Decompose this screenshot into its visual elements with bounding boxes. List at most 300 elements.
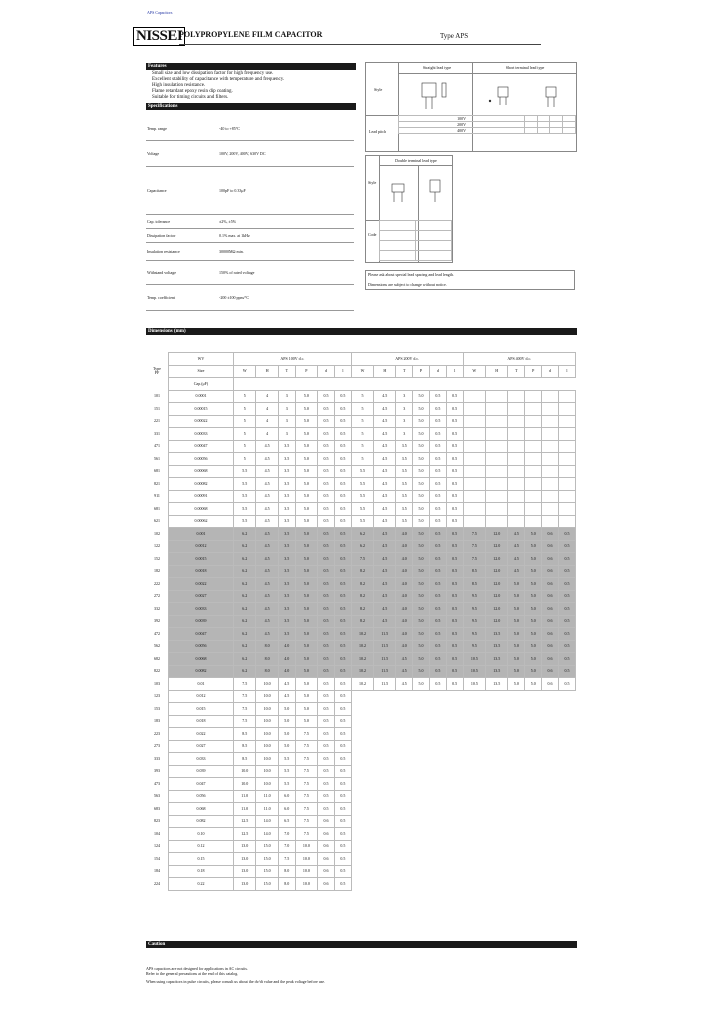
dimension-cell: 0.6 [542, 553, 559, 566]
dimension-cell: 13.5 [486, 678, 508, 691]
dimension-cell: 0.5 [446, 628, 463, 641]
dimension-cell: 13.5 [486, 665, 508, 678]
group-header-100v: APS 100V d.c. [234, 353, 352, 366]
spec-row [146, 284, 354, 310]
empty-cell [351, 765, 373, 778]
spec-item: Cap. tolerance [146, 214, 218, 228]
dimension-cell: 5.0 [295, 578, 317, 591]
dimension-cell: 4.5 [256, 528, 278, 541]
row-capacitance: 0.0018 [169, 565, 234, 578]
dimension-cell: 4.5 [374, 578, 396, 591]
dimension-cell: 0.5 [318, 540, 335, 553]
dimension-cell: 5.0 [413, 540, 430, 553]
row-capacitance: 0.0012 [169, 540, 234, 553]
dimension-cell: 0.6 [542, 603, 559, 616]
dimension-cell: 5.5 [234, 478, 256, 491]
spec-value: -40 to +85°C [218, 118, 354, 140]
dimension-cell: 7.5 [234, 678, 256, 691]
feature-line: Suitable for timing circuits and filters. [152, 95, 229, 100]
dimension-cell: 0.5 [318, 515, 335, 528]
pitch-voltage: 100V [399, 116, 525, 122]
empty-cell [413, 778, 430, 791]
row-capacitance: 0.022 [169, 728, 234, 741]
dimension-cell: 0.5 [429, 628, 446, 641]
table-row [146, 615, 576, 628]
spec-row [146, 118, 354, 140]
spec-value: 150% of rated voltage [218, 260, 354, 284]
dimension-cell: 0.6 [542, 678, 559, 691]
dimension-cell: 0.5 [334, 653, 351, 666]
dimension-cell: 0.5 [318, 603, 335, 616]
row-capacitance: 0.0068 [169, 653, 234, 666]
spec-value: 100V, 200V, 400V, 630V DC [218, 140, 354, 166]
dimension-cell: 8.2 [351, 615, 373, 628]
dimension-cell: 5.0 [413, 403, 430, 416]
dimension-cell: 0.5 [318, 615, 335, 628]
dimension-cell: 0.5 [334, 690, 351, 703]
dimension-cell: 4.5 [374, 415, 396, 428]
dimension-cell: 10.5 [463, 665, 485, 678]
dimension-cell: 4.0 [396, 540, 413, 553]
dimension-cell: 5.0 [295, 553, 317, 566]
dimension-cell: 12.0 [486, 565, 508, 578]
col-t: T [396, 365, 413, 378]
dimension-cell: 0.6 [542, 628, 559, 641]
row-code: 102 [146, 528, 169, 541]
dimension-cell: 4.5 [256, 515, 278, 528]
table-row [146, 678, 576, 691]
dimension-cell: 0.5 [446, 565, 463, 578]
empty-cell [446, 828, 463, 841]
empty-cell [558, 490, 575, 503]
empty-cell [508, 428, 525, 441]
row-capacitance: 0.068 [169, 803, 234, 816]
empty-cell [525, 853, 542, 866]
empty-cell [486, 703, 508, 716]
row-code: 473 [146, 778, 169, 791]
empty-cell [525, 753, 542, 766]
dimension-cell: 8.2 [351, 578, 373, 591]
row-capacitance: 0.0047 [169, 628, 234, 641]
empty-cell [413, 765, 430, 778]
dimension-cell: 3.5 [278, 453, 295, 466]
dimension-cell: 5.5 [278, 778, 295, 791]
dimension-cell: 5 [351, 403, 373, 416]
dimension-cell: 0.5 [318, 653, 335, 666]
dimension-cell: 0.5 [318, 490, 335, 503]
empty-cell [525, 440, 542, 453]
empty-cell [486, 828, 508, 841]
table-row [146, 790, 576, 803]
dimension-cell: 5.0 [413, 415, 430, 428]
spec-row [146, 242, 354, 260]
dimension-cell: 0.5 [318, 678, 335, 691]
empty-cell [446, 778, 463, 791]
dimension-cell: 0.5 [429, 653, 446, 666]
dimension-cell: 0.5 [334, 740, 351, 753]
dimension-cell: 6.0 [278, 803, 295, 816]
dimension-cell: 0.5 [334, 440, 351, 453]
dimension-cell: 5.0 [295, 590, 317, 603]
dimension-cell: 4.5 [256, 478, 278, 491]
row-code: 154 [146, 853, 169, 866]
dimension-cell: 4.5 [374, 403, 396, 416]
dimension-cell: 5.0 [295, 628, 317, 641]
empty-cell [542, 690, 559, 703]
empty-cell [542, 753, 559, 766]
empty-cell [446, 740, 463, 753]
brand-small: APS Capacitors [147, 10, 173, 15]
empty-cell [396, 865, 413, 878]
empty-cell [446, 840, 463, 853]
empty-cell [486, 815, 508, 828]
dimension-cell: 13.0 [234, 865, 256, 878]
row-capacitance: 0.00022 [169, 415, 234, 428]
dimension-cell: 0.5 [318, 665, 335, 678]
dimension-cell: 4.5 [256, 453, 278, 466]
lead-row-label: Lead pitch [369, 129, 386, 134]
dimension-cell: 0.5 [429, 503, 446, 516]
dimension-cell: 0.5 [318, 553, 335, 566]
row-code: 393 [146, 765, 169, 778]
dimension-cell: 4.0 [396, 615, 413, 628]
dimension-cell: 0.5 [334, 553, 351, 566]
table-row [146, 403, 576, 416]
capacitor-formed-drawing [538, 83, 568, 111]
col-h: H [486, 365, 508, 378]
dimension-cell: 5.0 [525, 665, 542, 678]
row-code: 392 [146, 615, 169, 628]
empty-cell [429, 728, 446, 741]
row-code: 823 [146, 815, 169, 828]
dimension-cell: 0.5 [334, 828, 351, 841]
dimension-cell: 4 [256, 390, 278, 403]
empty-cell [542, 465, 559, 478]
dimension-cell: 6.0 [278, 790, 295, 803]
dimension-cell: 4.5 [374, 503, 396, 516]
dimension-cell: 8.5 [463, 565, 485, 578]
dimension-cell: 8.2 [351, 590, 373, 603]
row-capacitance: 0.22 [169, 878, 234, 891]
empty-cell [508, 503, 525, 516]
row-code: 151 [146, 403, 169, 416]
dimension-cell: 6.2 [234, 590, 256, 603]
empty-cell [374, 703, 396, 716]
dimension-cell: 5.5 [278, 753, 295, 766]
row-capacitance: 0.00091 [169, 490, 234, 503]
row-code: 184 [146, 865, 169, 878]
dimension-cell: 4.5 [396, 678, 413, 691]
empty-cell [374, 740, 396, 753]
empty-cell [508, 815, 525, 828]
col-w: W [234, 365, 256, 378]
dimension-cell: 0.5 [558, 565, 575, 578]
dimension-cell: 0.5 [429, 565, 446, 578]
dimension-cell: 0.5 [558, 640, 575, 653]
dimension-cell: 3 [396, 403, 413, 416]
dimension-cell: 7.5 [295, 815, 317, 828]
dimension-cell: 0.5 [446, 503, 463, 516]
dimension-cell: 0.5 [334, 840, 351, 853]
dimension-cell: 0.5 [429, 390, 446, 403]
row-code: 471 [146, 440, 169, 453]
dimension-cell: 0.5 [446, 403, 463, 416]
empty-cell [558, 453, 575, 466]
dimension-cell: 5.0 [525, 678, 542, 691]
spec-value: 30000MΩ min. [218, 242, 354, 260]
empty-cell [351, 690, 373, 703]
dimension-cell: 10.2 [351, 678, 373, 691]
dimension-cell: 12.0 [486, 540, 508, 553]
row-capacitance: 0.12 [169, 840, 234, 853]
dimension-cell: 4.5 [374, 490, 396, 503]
dimension-cell: 3.5 [396, 515, 413, 528]
row-code: 221 [146, 415, 169, 428]
dimension-cell: 3.5 [278, 528, 295, 541]
dimension-cell: 5.5 [234, 503, 256, 516]
empty-cell [446, 690, 463, 703]
dimension-cell: 4.5 [374, 565, 396, 578]
empty-cell [463, 490, 485, 503]
dimension-cell: 5.0 [413, 453, 430, 466]
dimension-cell: 0.5 [318, 690, 335, 703]
dimension-cell: 5.0 [508, 590, 525, 603]
empty-cell [542, 703, 559, 716]
empty-cell [374, 715, 396, 728]
empty-cell [413, 878, 430, 891]
row-capacitance: 0.00056 [169, 453, 234, 466]
row-capacitance: 0.0033 [169, 603, 234, 616]
table-row [146, 515, 576, 528]
dimension-cell: 4.5 [374, 440, 396, 453]
empty-cell [486, 840, 508, 853]
double-terminal-side-drawing [424, 176, 446, 204]
row-code: 153 [146, 703, 169, 716]
row-code: 123 [146, 690, 169, 703]
empty-cell [374, 853, 396, 866]
dimension-cell: 0.6 [542, 615, 559, 628]
empty-cell [429, 715, 446, 728]
table-row [146, 390, 576, 403]
empty-cell [542, 403, 559, 416]
empty-cell [374, 728, 396, 741]
dimension-cell: 3.5 [278, 503, 295, 516]
dimension-cell: 5.0 [525, 590, 542, 603]
features-list [152, 71, 352, 101]
dimension-cell: 0.5 [446, 640, 463, 653]
row-capacitance: 0.015 [169, 703, 234, 716]
dimension-cell: 15.0 [256, 865, 278, 878]
dimension-cell: 4.5 [396, 665, 413, 678]
specifications-table [146, 118, 354, 311]
table-row [146, 453, 576, 466]
dimension-cell: 0.5 [558, 540, 575, 553]
caution-line: Refer to the general precautions at the end of this catalog. [146, 971, 239, 976]
dimension-cell: 4 [256, 415, 278, 428]
dimension-cell: 4 [256, 428, 278, 441]
col-h: H [374, 365, 396, 378]
empty-cell [486, 453, 508, 466]
double-style-label: Style [368, 180, 377, 185]
dimension-cell: 3.5 [396, 490, 413, 503]
spec-item: Capacitance [146, 166, 218, 214]
empty-cell [525, 490, 542, 503]
empty-cell [525, 428, 542, 441]
col-l: l [446, 365, 463, 378]
table-row [146, 715, 576, 728]
empty-cell [446, 878, 463, 891]
dimension-cell: 15.0 [256, 840, 278, 853]
dimension-cell: 0.5 [429, 428, 446, 441]
dimension-cell: 5.0 [295, 678, 317, 691]
dimension-cell: 5.0 [413, 578, 430, 591]
dimension-cell: 7.5 [463, 540, 485, 553]
table-row [146, 528, 576, 541]
empty-cell [542, 490, 559, 503]
empty-cell [558, 465, 575, 478]
empty-cell [413, 840, 430, 853]
row-capacitance: 0.18 [169, 865, 234, 878]
dimensions-col-header-row [146, 365, 576, 378]
dimension-cell: 0.5 [334, 765, 351, 778]
dimension-cell: 0.5 [429, 615, 446, 628]
dimension-cell: 4.5 [256, 615, 278, 628]
dimension-cell: 11.5 [374, 640, 396, 653]
dimension-cell: 0.5 [318, 753, 335, 766]
dimension-cell: 3 [278, 390, 295, 403]
empty-cell [558, 403, 575, 416]
dimension-cell: 0.5 [318, 440, 335, 453]
dimension-cell: 0.5 [429, 640, 446, 653]
dimension-cell: 8.0 [256, 640, 278, 653]
empty-cell [463, 453, 485, 466]
empty-cell [463, 690, 485, 703]
dimension-cell: 5.5 [234, 490, 256, 503]
dimension-cell: 0.5 [429, 665, 446, 678]
empty-cell [396, 753, 413, 766]
dimension-cell: 6.2 [234, 540, 256, 553]
dimension-cell: 5.0 [508, 678, 525, 691]
dimension-cell: 10.0 [256, 690, 278, 703]
dimension-cell: 0.5 [429, 415, 446, 428]
empty-cell [429, 878, 446, 891]
empty-cell [446, 753, 463, 766]
empty-cell [413, 803, 430, 816]
table-row [146, 440, 576, 453]
dimension-cell: 13.5 [486, 628, 508, 641]
empty-cell [463, 390, 485, 403]
dimension-cell: 6.2 [234, 615, 256, 628]
dimension-cell: 0.5 [334, 678, 351, 691]
spec-value: 100pF to 0.33μF [218, 166, 354, 214]
dimension-cell: 5.0 [295, 703, 317, 716]
dimension-cell: 8.5 [234, 728, 256, 741]
empty-cell [558, 765, 575, 778]
row-capacitance: 0.001 [169, 528, 234, 541]
empty-cell [396, 715, 413, 728]
dimension-cell: 5 [351, 428, 373, 441]
dimension-cell: 4.5 [374, 553, 396, 566]
empty-cell [508, 703, 525, 716]
table-row [146, 865, 576, 878]
dimension-cell: 0.5 [429, 540, 446, 553]
dimension-cell: 5.5 [351, 465, 373, 478]
double-code-grid [379, 220, 452, 261]
empty-cell [508, 803, 525, 816]
empty-cell [351, 728, 373, 741]
col-t: T [278, 365, 295, 378]
row-capacitance: 0.01 [169, 678, 234, 691]
empty-cell [525, 415, 542, 428]
dimension-cell: 5.0 [295, 428, 317, 441]
dimension-cell: 5.0 [295, 690, 317, 703]
dimension-cell: 0.5 [558, 528, 575, 541]
empty-cell [542, 503, 559, 516]
dimension-cell: 11.5 [374, 678, 396, 691]
dimension-cell: 3.5 [278, 578, 295, 591]
dimension-cell: 8.0 [256, 653, 278, 666]
dimension-cell: 8.0 [278, 878, 295, 891]
dimension-cell: 0.5 [334, 590, 351, 603]
dimension-cell: 4.5 [508, 540, 525, 553]
dimension-cell: 10.2 [351, 628, 373, 641]
dimension-cell: 4.0 [396, 640, 413, 653]
dimension-cell: 0.5 [334, 515, 351, 528]
row-capacitance: 0.082 [169, 815, 234, 828]
dimension-cell: 5.0 [295, 465, 317, 478]
dimension-cell: 0.5 [318, 728, 335, 741]
dimension-cell: 0.5 [334, 715, 351, 728]
empty-cell [542, 415, 559, 428]
empty-cell [463, 715, 485, 728]
spec-value: ±2%, ±5% [218, 214, 354, 228]
empty-cell [542, 878, 559, 891]
feature-line: Flame retardant epoxy resin dip coating. [152, 89, 233, 94]
empty-cell [508, 715, 525, 728]
spec-value: 0.1% max. at 1kHz [218, 228, 354, 242]
dimension-cell: 10.5 [463, 653, 485, 666]
empty-cell [463, 703, 485, 716]
dimension-cell: 0.5 [446, 478, 463, 491]
dimension-cell: 0.5 [429, 453, 446, 466]
spec-item: Dissipation factor [146, 228, 218, 242]
dimension-cell: 5.0 [413, 440, 430, 453]
dimension-cell: 8.0 [278, 865, 295, 878]
dimension-cell: 10.0 [256, 765, 278, 778]
empty-cell [486, 753, 508, 766]
dimension-cell: 10.0 [295, 840, 317, 853]
dimension-cell: 10.0 [256, 740, 278, 753]
wv-header: WV [169, 353, 234, 366]
dimension-cell: 5.0 [413, 465, 430, 478]
dimension-cell: 4.5 [508, 565, 525, 578]
dimension-cell: 4.5 [256, 628, 278, 641]
dimension-cell: 6.2 [234, 578, 256, 591]
dimension-cell: 0.5 [446, 528, 463, 541]
dimension-cell: 7.5 [295, 828, 317, 841]
dimension-cell: 5.5 [351, 515, 373, 528]
dimension-cell: 0.5 [429, 590, 446, 603]
page-title: POLYPROPYLENE FILM CAPACITOR [179, 30, 323, 39]
dimension-cell: 0.5 [446, 490, 463, 503]
row-capacitance: 0.00062 [169, 515, 234, 528]
dimension-cell: 0.5 [334, 490, 351, 503]
empty-cell [508, 690, 525, 703]
dimension-cell: 0.5 [334, 640, 351, 653]
table-row [146, 503, 576, 516]
dimension-cell: 5.0 [295, 665, 317, 678]
dimension-cell: 0.5 [429, 465, 446, 478]
